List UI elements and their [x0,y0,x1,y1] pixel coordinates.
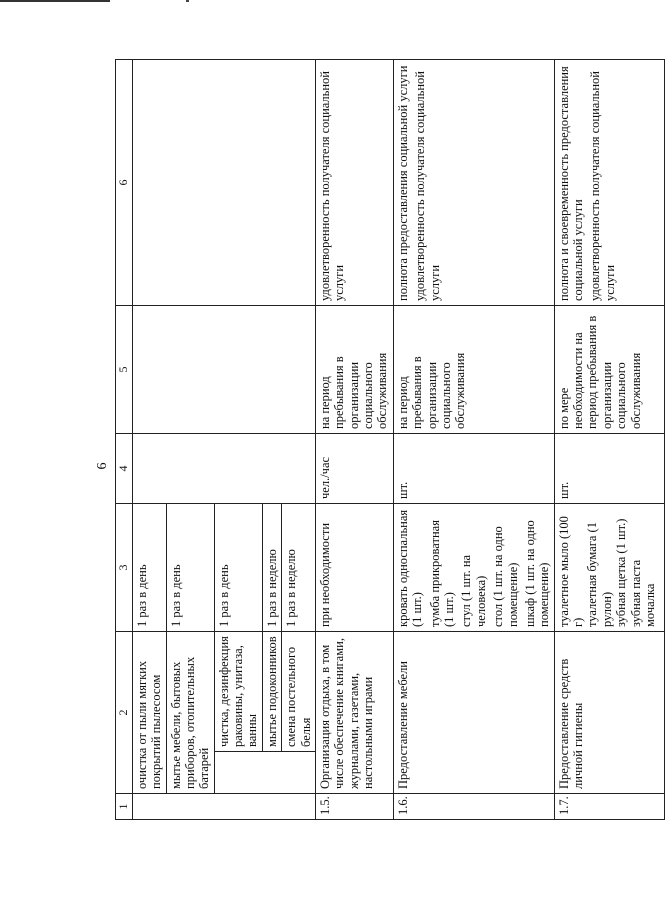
row-service: Организация отдыха, в том числе обеспечение книгами, журналами, газетами, настольными играми [315,632,393,794]
table-row [554,60,664,820]
table-row [393,60,554,820]
row-unit: шт. [554,434,664,504]
header-col-3: 3 [116,504,133,632]
sub-row [132,60,166,820]
blank-cell [132,306,315,434]
header-col-5: 5 [116,306,133,434]
sub-frequency: 1 раз в день [214,504,262,632]
row-term: на период пребывания в организации социального обслуживания [315,306,393,434]
header-col-4: 4 [116,434,133,504]
sub-service: мытье мебели, бытовых приборов, отопительных батарей [166,632,214,794]
sub-service: смена постельного белья [282,632,316,752]
row-service: Предоставление средств личной гигиены [554,632,664,794]
header-col-1: 1 [116,794,133,820]
header-col-6: 6 [116,60,133,306]
scan-dot-mark [186,0,189,2]
blank-cell [132,794,315,820]
scan-edge-mark [0,0,110,2]
sub-frequency: 1 раз в неделю [262,504,281,632]
row-number: 1.6. [393,794,554,820]
row-volume: туалетное мыло (100 г) туалетная бумага (1 рулон) зубная щетка (1 шт.) зубная паста мочалка [554,504,664,632]
row-volume: кровать односпальная (1 шт.) тумба прикроватная (1 шт.) стул (1 шт. на человека) стол (1 шт. на одно помещение) шкаф (1 шт. на одно помещение) [393,504,554,632]
header-row [116,60,133,820]
row-service: Предоставление мебели [393,632,554,794]
sub-frequency: 1 раз в день [132,504,166,632]
row-term: по мере необходимости на период пребывания в организации социального обслуживания [554,306,664,434]
sub-frequency: 1 раз в день [166,504,214,632]
row-number: 1.5. [315,794,393,820]
page-number: 6 [95,462,110,470]
services-table [115,59,665,820]
sub-service: мытье подоконников [262,632,281,752]
row-unit: шт. [393,434,554,504]
sub-service: чистка, дезинфекция раковины, унитаза, ванны [214,632,262,752]
row-volume: при необходимости [315,504,393,632]
blank-cell [214,752,315,794]
row-term: на период пребывания в организации социального обслуживания [393,306,554,434]
blank-cell [132,60,315,306]
row-number: 1.7. [554,794,664,820]
row-indicators: удовлетворенность получателя социальной услуги [315,60,393,306]
row-indicators: полнота предоставления социальной услуги удовлетворенность получателя социальной услуги [393,60,554,306]
sub-frequency: 1 раз в неделю [282,504,316,632]
row-indicators: полнота и своевременность предоставления социальной услуги удовлетворенность получателя социальной услуги [554,60,664,306]
row-unit: чел./час [315,434,393,504]
table-row [315,60,393,820]
header-col-2: 2 [116,632,133,794]
rotated-page-content [115,60,657,820]
sub-service: очистка от пыли мягких покрытий пылесосом [132,632,166,794]
blank-cell [132,434,315,504]
